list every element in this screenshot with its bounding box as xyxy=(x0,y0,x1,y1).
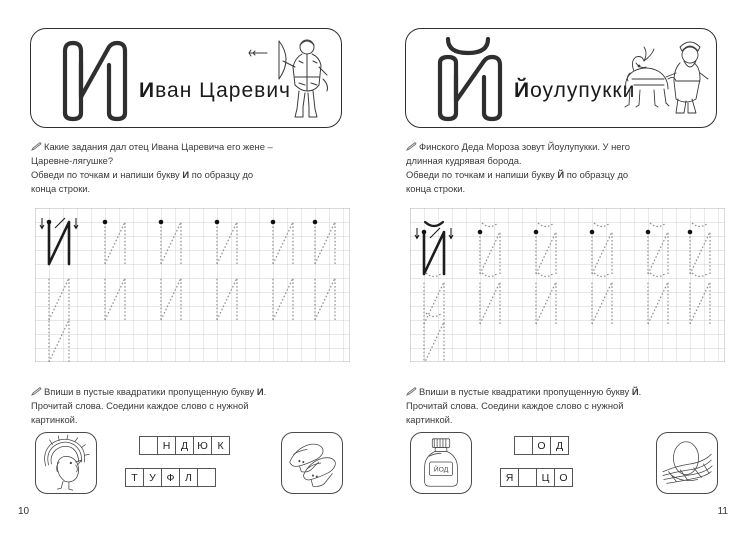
letter-cell-blank[interactable] xyxy=(514,436,533,455)
letter-cell-blank[interactable] xyxy=(518,468,537,487)
instruction-bottom-left xyxy=(31,385,343,427)
instruction-line: Впиши в пустые квадратики пропущенную букву Й. xyxy=(406,385,718,399)
letter-word-initial-left: И xyxy=(139,79,156,102)
big-letter-i-outline xyxy=(49,35,137,123)
letter-word-rest-left: ван Царевич xyxy=(155,79,291,102)
letter-card-left xyxy=(30,28,342,128)
word-boxes-left xyxy=(131,436,250,500)
letter-cell[interactable]: Я xyxy=(500,468,519,487)
page-number-right: 11 xyxy=(717,506,728,517)
letter-word-rest-right: оулупукки xyxy=(530,79,636,102)
big-letter-i-short-outline xyxy=(424,35,512,123)
pencil-icon xyxy=(406,141,417,150)
iodine-bottle-illustration xyxy=(410,432,472,494)
word-row[interactable] xyxy=(126,468,250,487)
letter-card-right xyxy=(405,28,717,128)
joulupukki-with-goat-illustration xyxy=(620,33,712,125)
letter-cell-blank[interactable] xyxy=(139,436,158,455)
instr-text: Прочитай слова. Соедини каждое слово с нужной xyxy=(31,400,249,411)
letter-cell[interactable]: Т xyxy=(125,468,144,487)
instr-text: Царевне-лягушке? xyxy=(31,155,114,166)
instr-text: картинкой. xyxy=(31,414,78,425)
instr-text: картинкой. xyxy=(406,414,453,425)
word-boxes-right xyxy=(505,436,625,500)
instr-text: конца строки. xyxy=(31,183,91,194)
instr-text: конца строки. xyxy=(406,183,466,194)
letter-cell[interactable]: У xyxy=(143,468,162,487)
instruction-line xyxy=(31,140,343,154)
svg-text:ЙОД: ЙОД xyxy=(433,466,449,474)
instruction-bottom-right xyxy=(406,385,718,427)
word-row[interactable] xyxy=(140,436,250,455)
word-row[interactable] xyxy=(515,436,625,455)
instruction-line xyxy=(406,140,718,154)
instr-text-bold-letter: Обведи по точкам и напиши букву Й по образцу до xyxy=(406,169,629,180)
letter-cell-blank[interactable] xyxy=(197,468,216,487)
pencil-icon xyxy=(31,386,42,395)
page-number-left: 10 xyxy=(18,506,30,517)
instruction-line: Впиши в пустые квадратики пропущенную букву И. xyxy=(31,385,343,399)
instr-text-bold-letter: Обведи по точкам и напиши букву И по образцу до xyxy=(31,169,254,180)
letter-cell[interactable]: О xyxy=(532,436,551,455)
letter-cell[interactable]: Ц xyxy=(536,468,555,487)
letter-cell[interactable]: Ф xyxy=(161,468,180,487)
letter-cell[interactable]: Д xyxy=(175,436,194,455)
letter-word-initial-right: Й xyxy=(514,79,531,102)
instr-text: Финского Деда Мороза зовут Йоулупукки. У него xyxy=(419,141,630,152)
instruction-top-left xyxy=(31,140,343,196)
letter-word-right xyxy=(514,79,635,103)
egg-in-nest-illustration xyxy=(656,432,718,494)
page-right xyxy=(375,0,750,541)
letter-cell[interactable]: Н xyxy=(157,436,176,455)
letter-cell[interactable]: Ю xyxy=(193,436,212,455)
high-heel-shoes-illustration xyxy=(281,432,343,494)
pencil-icon xyxy=(31,141,42,150)
practice-grid-right[interactable] xyxy=(410,208,725,362)
word-row[interactable] xyxy=(501,468,625,487)
practice-grid-left[interactable] xyxy=(35,208,350,362)
ivan-tsarevich-archer-illustration xyxy=(245,33,337,125)
instr-text: Прочитай слова. Соедини каждое слово с нужной xyxy=(406,400,624,411)
letter-cell[interactable]: Д xyxy=(550,436,569,455)
instr-text: длинная кудрявая борода. xyxy=(406,155,522,166)
letter-cell[interactable]: К xyxy=(211,436,230,455)
instr-text: Какие задания дал отец Ивана Царевича его жене – xyxy=(44,141,273,152)
letter-cell[interactable]: Л xyxy=(179,468,198,487)
letter-cell[interactable]: О xyxy=(554,468,573,487)
pencil-icon xyxy=(406,386,417,395)
instruction-top-right xyxy=(406,140,718,196)
turkey-illustration xyxy=(35,432,97,494)
